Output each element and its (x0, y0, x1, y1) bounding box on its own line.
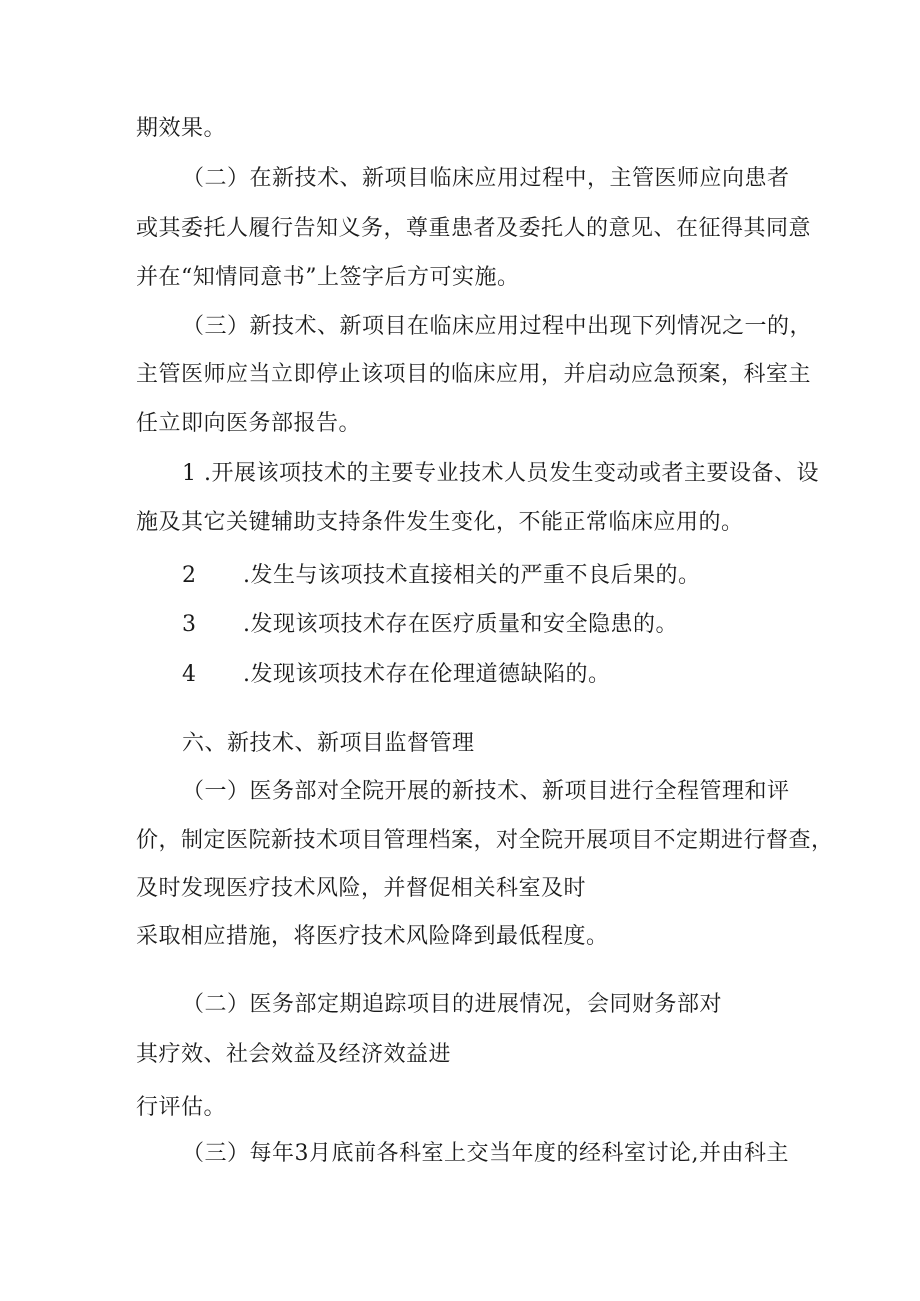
paragraph-line: 价，制定医院新技术项目管理档案，对全院开展项目不定期进行督查， (136, 828, 834, 853)
paragraph-line: （一）医务部对全院开展的新技术、新项目进行全程管理和评 (182, 779, 790, 804)
paragraph-line: 或其委托人履行告知义务，尊重患者及委托人的意见、在征得其同意 (136, 216, 812, 241)
paragraph-line: 主管医师应当立即停止该项目的临床应用，并启动应急预案，科室主 (136, 362, 812, 387)
section-heading: 六、新技术、新项目监督管理 (182, 731, 475, 756)
paragraph-line: 1 .开展该项技术的主要专业技术人员发生变动或者主要设备、设 (182, 461, 819, 486)
paragraph-line: 并在“知情同意书”上签字后方可实施。 (136, 265, 520, 290)
paragraph-line: 及时发现医疗技术风险，并督促相关科室及时 (136, 876, 587, 901)
list-item-text: .发现该项技术存在伦理道德缺陷的。 (243, 662, 611, 687)
list-item-text: .发现该项技术存在医疗质量和安全隐患的。 (243, 612, 678, 637)
paragraph-line: （二）在新技术、新项目临床应用过程中，主管医师应向患者 (182, 166, 790, 191)
list-item-number: 3 (182, 612, 196, 637)
paragraph-line: 施及其它关键辅助支持条件发生变化，不能正常临床应用的。 (136, 510, 744, 535)
list-item-number: 4 (182, 662, 196, 687)
paragraph-line: 行评估。 (136, 1095, 227, 1120)
paragraph-line: （二）医务部定期追踪项目的进展情况，会同财务部对 (182, 992, 723, 1017)
paragraph-line: （三）每年3月底前各科室上交当年度的经科室讨论,并由科主 (182, 1141, 789, 1166)
list-item-number: 2 (182, 563, 196, 588)
paragraph-line: 任立即向医务部报告。 (136, 411, 362, 436)
paragraph-line: 采取相应措施，将医疗技术风险降到最低程度。 (136, 924, 609, 949)
paragraph-line: 其疗效、社会效益及经济效益进 (136, 1042, 452, 1067)
list-item-text: .发生与该项技术直接相关的严重不良后果的。 (243, 563, 701, 588)
paragraph-line: （三）新技术、新项目在临床应用过程中出现下列情况之一的， (182, 314, 813, 339)
paragraph-line: 期效果。 (136, 116, 227, 141)
